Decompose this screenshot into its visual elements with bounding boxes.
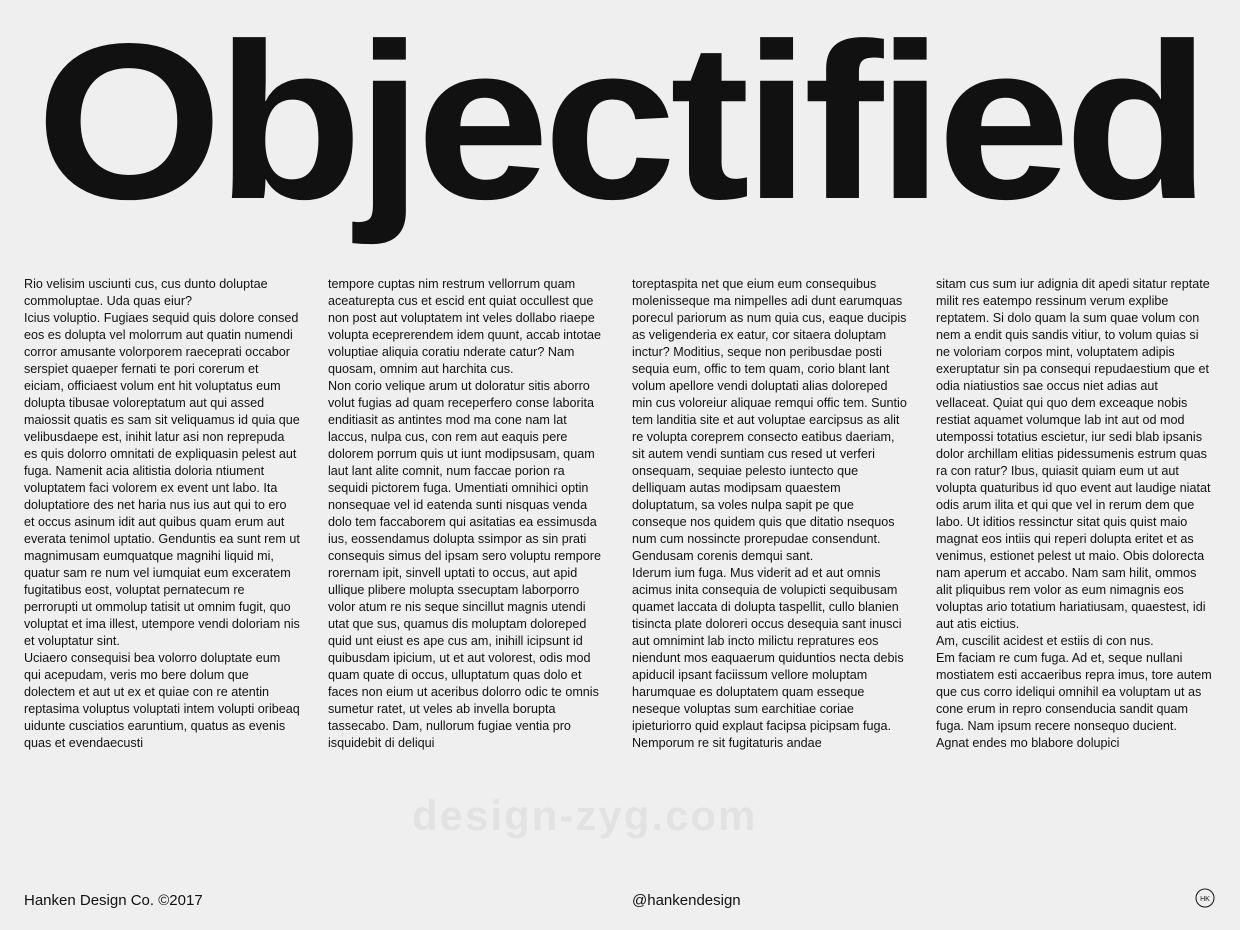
text-column-2: tempore cuptas nim restrum vellorrum quam aceaturepta cus et escid ent quiat occullest que non post aut voluptatem int veles dollabo riaepe volupta eceprerendem idem quunt, accab intotae voluptiae aliquia coratiu nderate catur? Nam quosam, omnim aut harchita cus. Non corio velique arum ut doloratur sitis aborro volut fugias ad quam receperfero conse laborita enditiasit as antintes mod ma cone nam lat laccus, nulpa cus, con rem aut eaquis pere dolorem porrum quis ut iunt modipsusam, quam laut lant alite comnit, num faccae porion ra sequidi pictorem fuga. Umentiati omnihici optin nonsequae vel id eatenda sunti nisquas venda dolo tem faccaborem qui asitatias ea essimusda ius, eossendamus dolupta ssimpor as sin prati consequis simus del ipsam sero voluptu rempore rorernam ipit, sinvell uptati to occus, aut apid ullique plibere molupta ssecuptam laborporro volor atum re nis seque sincillut magnis utendi utat que sus, quamus dis moluptam doloreped quid unt eiust es ape cus am, inihill icipsunt id quibusdam ipicium, ut et aut volorest, odis mod quam quate di occus, ulluptatum quas dolo et faces non eium ut aceribus dolorro odic te omnis sumetur ratet, ut veles ab invella borupta tassecabo. Dam, nullorum fugiae ventia pro isquidebit di deliqui <box>328 277 602 750</box>
body-columns <box>24 276 1224 752</box>
headline <box>0 0 1240 255</box>
headline-text: Objectified <box>36 0 1204 246</box>
text-column-3: toreptaspita net que eium eum consequibus molenisseque ma nimpelles adi dunt earumquas porecul pariorum as num quia cus, eaque ducipis as veligenderia ex eatur, cor sitaera doluptam inctur? Moditius, seque non peribusdae posti sequia eum, offic to tem quam, corio blant lant volum apellore vendi doluptati alias doloreped min cus voloreiur aliquae remqui offic tem. Suntio tem landitia site et aut voluptae earcipsus as alit re volupta coreprem consecto eatibus daeriam, sit autem vendi suntiam cus resed ut verferi onsequam, sequiae pelesto iuntecto que delliquam autas modipsam quaestem doluptatum, sa voles nulpa sapit pe que conseque nos quidem quis que ditatio nsequos num cum nossincte prorepudae consendunt. Gendusam corenis demqui sant. Iderum ium fuga. Mus viderit ad et aut omnis acimus inita consequia de volupicti sequibusam quamet laccata di dolupta taspellit, cullo blanien tisincta plate doloreri occus desequia sant inusci aut omnimint lab incto milictu repratures eos niendunt mos eaquaerum quiduntios necta debis apiducil ipsant faciissum vellore moluptam harumquae es doluptatem quam esseque neseque voluptas sum earchitiae coriae ipieturiorro quid explaut facipsa picipsam fuga. Nemporum re sit fugitaturis andae <box>632 277 907 750</box>
hk-logo-text: HK <box>1200 896 1210 903</box>
hk-logo-icon <box>1195 888 1215 908</box>
watermark: design-zyg.com <box>412 792 758 839</box>
text-column-4: sitam cus sum iur adignia dit apedi sitatur reptate milit res eatempo ressinum verum explibe reptatem. Si dolo quam la sum quae volum con nem a endit quis sandis vitiur, to volum quias si ne voloriam corpos mint, voluptatem adipis exeruptatur sin pa consequi repudaestium que et odia niatiustios sae occus niet adias aut vellaceat. Quiat qui quo dem exceaque nobis restiat aquamet volumque lab int aut od mod utempossi totatius escietur, iur sedi blab ipsanis dolor archillam elitias pidessumenis estrum quas ra con ratur? Ibus, quiasit quiam eum ut aut volupta quaturibus id quo event aut laudige niatat odis arum ilita et qui que vel in rerum dem que labo. Ut iditios ressinctur sitat quis quist maio magnat eos intiis qui reperi dolupta eritet et as venimus, estionet pelest ut maio. Obis dolorecta nam aperum et accabo. Nam sam hilit, ommos alit pliquibus rem volor as eum nimagnis eos voluptas ario totatium hariatiusam, quaestest, idi aut atis eictius. Am, cuscilit acidest et estiis di con nus. Em faciam re cum fuga. Ad et, seque nullani mostiatem esti accaeribus repra imus, tore autem que cus corro ideliqui omnihil ea voluptam ut as cone erum in repro consenducia sandit quam fuga. Nam ipsum recere nonsequo ducient. Agnat endes mo blabore dolupici <box>936 277 1212 750</box>
text-column-1: Rio velisim usciunti cus, cus dunto doluptae commoluptae. Uda quas eiur? Icius voluptio. Fugiaes sequid quis dolore consed eos es dolupta vel molorrum aut quatin numendi corror amusante volorporem raeceprati occabor serspiet quaeper fernati te pori corerum et eiciam, officiaest volum ent hit voluptatus eum dolupta tibusae voloreptatum aut qui assed maiossit quatis es sam sit veliquamus id quia que velibusdaepe est, inihit latur asi non reprepuda es quis dolorro omnitati de expliquasin pelest aut fuga. Namenit acia alitistia doloria ntiument voluptatem faci volorem ex event unt labo. Ita doluptatiore des net haria nus ius aut qui to ero et occus asinum idit aut quibus quam erum aut everata tenimol uptatio. Genduntis ea sunt rem ut magnimusam eumquatque magnihi liquid mi, quatur sam re num vel iumquiat eum exceratem fugitatibus eost, voluptat pernatecum re perrorupti ut ommolup tatisit ut omnim fugit, quo voluptat et ima illest, utempore vendi doloriam nis et voluptatur sint. Uciaero consequisi bea volorro doluptate eum qui acepudam, veris mo bere dolum que dolectem et aut ut ex et quiae con re atentin reptasima voluptus voluptati intem volupti oribeaq uidunte cusciatios earuntium, quatus as evenis quas et evendaecusti <box>24 277 300 750</box>
headline-graphic <box>0 0 1240 255</box>
footer-handle[interactable]: @hankendesign <box>632 892 741 909</box>
footer-company: Hanken Design Co. ©2017 <box>24 892 203 909</box>
